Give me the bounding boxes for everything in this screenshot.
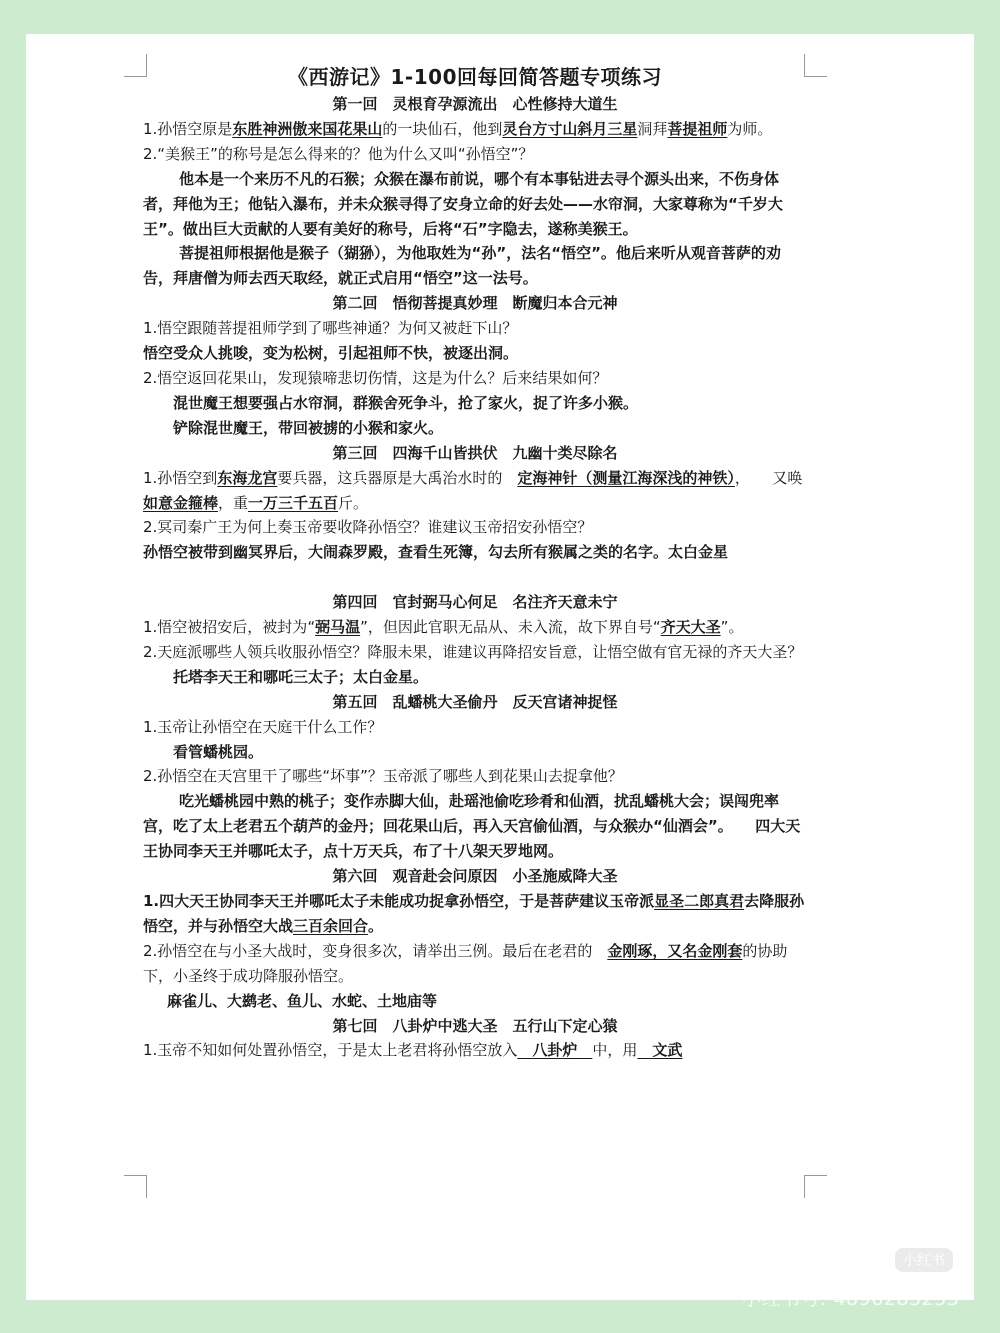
chapter-2-question-2: 2.悟空返回花果山，发现猿啼悲切伤情，这是为什么？后来结果如何？ xyxy=(143,368,608,387)
text-segment: ”。 xyxy=(720,618,744,637)
chapter-2-answer-2-part-2: 铲除混世魔王，带回被掳的小猴和家火。 xyxy=(173,418,444,437)
answer-blank: 金刚琢，又名金刚套 xyxy=(607,941,743,960)
text-segment: 的协助下，小圣终于成功降服孙悟空。 xyxy=(143,941,788,985)
chapter-6-question-1 xyxy=(143,889,807,939)
chapter-2-heading: 第二回 悟彻菩提真妙理 断魔归本合元神 xyxy=(332,294,618,313)
chapter-4-question-2: 2.天庭派哪些人领兵收服孙悟空？降服未果，谁建议再降招安旨意，让悟空做有官无禄的齐天大圣？ xyxy=(143,642,803,661)
chapter-1-answer-2-part-2: 菩提祖师根据他是猴子（猢狲），为他取姓为“孙”，法名“悟空”。他后来听从观音菩萨的劝告，拜唐僧为师去西天取经，就正式启用“悟空”这一法号。 xyxy=(143,244,781,288)
text-segment: 为师。 xyxy=(727,119,773,138)
document-content xyxy=(143,62,807,1063)
text-segment: ， 又唤 xyxy=(734,468,803,487)
answer-blank: 东胜神洲傲来国花果山 xyxy=(232,119,383,138)
text-segment: 斤。 xyxy=(338,493,369,512)
chapter-7-heading: 第七回 八卦炉中逃大圣 五行山下定心猿 xyxy=(332,1016,618,1035)
chapter-2-answer-2-part-1: 混世魔王想要强占水帘洞，群猴舍死争斗，抢了家火，捉了许多小猴。 xyxy=(173,393,639,412)
chapter-4-heading: 第四回 官封弼马心何足 名注齐天意未宁 xyxy=(332,593,618,612)
answer-blank: 东海龙宫 xyxy=(217,468,278,487)
chapter-3-question-1 xyxy=(143,466,807,516)
chapter-5-question-2: 2.孙悟空在天宫里干了哪些“坏事”？玉帝派了哪些人到花果山去捉拿他？ xyxy=(143,767,623,786)
answer-blank: 三百余回合 xyxy=(293,916,369,935)
answer-blank: 如意金箍棒 xyxy=(143,493,219,512)
text-segment: ，重 xyxy=(218,493,249,512)
chapter-2-answer-1: 悟空受众人挑唆，变为松树，引起祖师不快，被逐出洞。 xyxy=(143,344,519,363)
crop-mark-bottom-left xyxy=(124,1175,147,1198)
watermark-logo: 小红书 xyxy=(895,1248,953,1272)
answer-blank: 定海神针（测量江海深浅的神铁） xyxy=(517,468,735,487)
text-segment: 1.孙悟空到 xyxy=(143,468,218,487)
text-segment: 2.孙悟空在与小圣大战时，变身很多次，请举出三例。最后在老君的 xyxy=(143,941,608,960)
chapter-1-heading: 第一回 灵根育孕源流出 心性修持大道生 xyxy=(332,95,618,113)
chapter-5-answer-1: 看管蟠桃园。 xyxy=(173,742,264,761)
chapter-6-question-2 xyxy=(143,939,807,989)
crop-mark-bottom-right xyxy=(804,1175,827,1198)
chapter-4-answer-2: 托塔李天王和哪吒三太子；太白金星。 xyxy=(173,667,429,686)
answer-blank: 弼马温 xyxy=(315,618,361,637)
text-segment: 洞拜 xyxy=(637,119,668,138)
chapter-5-question-1: 1.玉帝让孙悟空在天庭干什么工作？ xyxy=(143,717,383,736)
chapter-1-answer-2-part-1: 他本是一个来历不凡的石猴；众猴在瀑布前说，哪个有本事钻进去寻个源头出来，不伤身体者，拜他为王；他钻入瀑布，并未众猴寻得了安身立命的好去处——水帘洞，大家尊称为“千岁大王”。做出巨大贡献的人要有美好的称号，后将“石”字隐去，遂称美猴王。 xyxy=(143,169,783,238)
text-segment: ”，但因此官职无品从、未入流，故下界自号“ xyxy=(360,618,661,637)
text-segment: 中，用 xyxy=(592,1041,638,1060)
blank-line xyxy=(143,565,807,590)
text-segment: 的一块仙石，他到 xyxy=(382,119,503,138)
document-title: 《西游记》1-100回每回简答题专项练习 xyxy=(288,65,662,89)
chapter-3-question-2: 2.冥司秦广王为何上奏玉帝要收降孙悟空？谁建议玉帝招安孙悟空？ xyxy=(143,518,593,537)
chapter-5-answer-2: 吃光蟠桃园中熟的桃子；变作赤脚大仙，赴瑶池偷吃珍肴和仙酒，扰乱蟠桃大会；误闯兜率宫，吃了太上老君五个葫芦的金丹；回花果山后，再入天宫偷仙酒，与众猴办“仙酒会”。 四大天王协同李天王并哪吒太子，点十万天兵，布了十八架天罗地网。 xyxy=(143,792,801,861)
answer-blank: 文武 xyxy=(637,1041,683,1060)
answer-blank: 齐天大圣 xyxy=(660,618,721,637)
text-segment: 1.孙悟空原是 xyxy=(143,119,233,138)
text-segment: 去降服孙悟空，并与孙悟空大战 xyxy=(143,891,805,935)
chapter-1-question-2: 2.“美猴王”的称号是怎么得来的？他为什么又叫“孙悟空”？ xyxy=(143,144,534,163)
answer-blank: 灵台方寸山斜月三星 xyxy=(502,119,638,138)
chapter-4-question-1 xyxy=(143,615,807,640)
text-segment: 1.四大天王协同李天王并哪吒太子未能成功捉拿孙悟空，于是菩萨建议玉帝派 xyxy=(143,891,655,910)
chapter-2-question-1: 1.悟空跟随菩提祖师学到了哪些神通？为何又被赶下山？ xyxy=(143,319,518,338)
answer-blank: 八卦炉 xyxy=(517,1041,593,1060)
answer-blank: 显圣二郎真君 xyxy=(654,891,745,910)
crop-mark-top-right xyxy=(804,54,827,77)
chapter-3-answer-2: 孙悟空被带到幽冥界后，大闹森罗殿，查看生死簿，勾去所有猴属之类的名字。太白金星 xyxy=(143,543,729,562)
chapter-6-answer-2: 麻雀儿、大鹚老、鱼儿、水蛇、土地庙等 xyxy=(167,991,438,1010)
answer-blank: 一万三千五百 xyxy=(248,493,339,512)
chapter-1-question-1 xyxy=(143,117,807,142)
chapter-5-heading: 第五回 乱蟠桃大圣偷丹 反天宫诸神捉怪 xyxy=(332,692,618,711)
watermark-id-text: 小红书号: 4896283233 xyxy=(742,1288,960,1310)
text-segment: 。 xyxy=(368,916,384,935)
chapter-6-heading: 第六回 观音赴会问原因 小圣施威降大圣 xyxy=(332,867,618,886)
chapter-3-heading: 第三回 四海千山皆拱伏 九幽十类尽除名 xyxy=(332,443,618,462)
chapter-7-question-1 xyxy=(143,1038,807,1063)
text-segment: 1.悟空被招安后，被封为“ xyxy=(143,618,316,637)
text-segment: 要兵器，这兵器原是大禹治水时的 xyxy=(277,468,518,487)
answer-blank: 菩提祖师 xyxy=(667,119,728,138)
text-segment: 1.玉帝不知如何处置孙悟空，于是太上老君将孙悟空放入 xyxy=(143,1041,518,1060)
